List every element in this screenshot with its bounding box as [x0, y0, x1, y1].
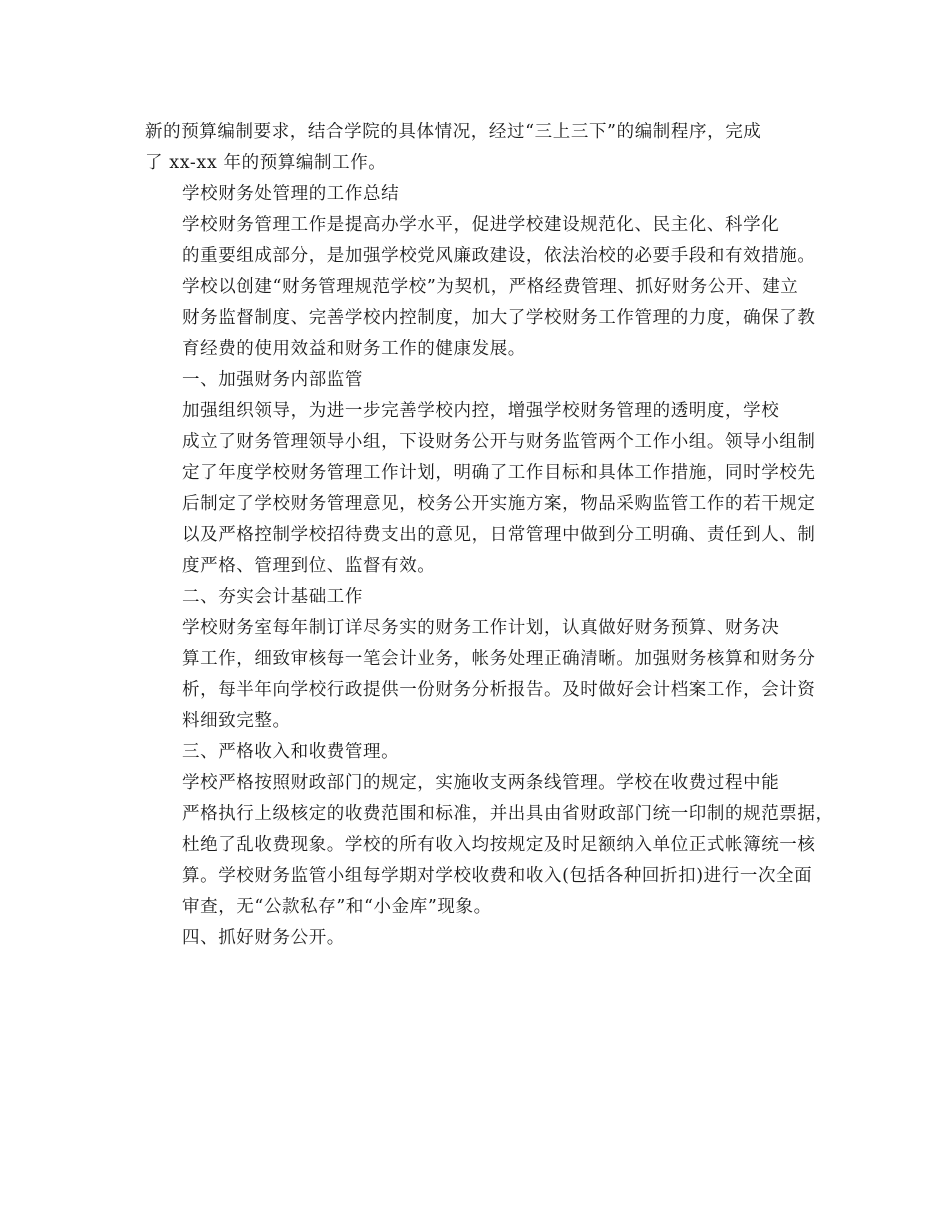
text-line: 育经费的使用效益和财务工作的健康发展。	[182, 339, 526, 359]
text-line: 新的预算编制要求，结合学院的具体情况，经过“三上三下”的编制程序，完成	[145, 122, 762, 142]
text-line: 学校以创建“财务管理规范学校”为契机，严格经费管理、抓好财务公开、建立	[182, 277, 799, 297]
paragraph-overview	[145, 210, 816, 365]
text-line: 料细致完整。	[182, 711, 291, 731]
text-line: 了 xx-xx 年的预算编制工作。	[145, 153, 387, 173]
paragraph-budget-intro	[145, 117, 805, 179]
paragraph-section-3	[145, 768, 834, 923]
text-line: 学校财务管理工作是提高办学水平，促进学校建设规范化、民主化、科学化	[182, 215, 780, 235]
text-line: 成立了财务管理领导小组，下设财务公开与财务监管两个工作小组。领导小组制	[182, 432, 816, 452]
heading-section-2	[145, 582, 805, 613]
text-line: 三、严格收入和收费管理。	[182, 742, 400, 762]
text-line: 严格执行上级核定的收费范围和标准，并出具由省财政部门统一印制的规范票据，	[182, 804, 834, 824]
heading-section-3	[145, 737, 805, 768]
text-line: 算。学校财务监管小组每学期对学校收费和收入(包括各种回折扣)进行一次全面	[182, 866, 813, 886]
text-line: 后制定了学校财务管理意见，校务公开实施方案，物品采购监管工作的若干规定	[182, 494, 816, 514]
paragraph-section-1	[145, 396, 816, 582]
text-line: 学校财务室每年制订详尽务实的财务工作计划，认真做好财务预算、财务决	[182, 618, 780, 638]
text-line: 学校严格按照财政部门的规定，实施收支两条线管理。学校在收费过程中能	[182, 773, 780, 793]
text-line: 加强组织领导，为进一步完善学校内控，增强学校财务管理的透明度，学校	[182, 401, 780, 421]
text-line: 学校财务处管理的工作总结	[182, 184, 400, 204]
section-title-summary	[145, 179, 805, 210]
text-line: 度严格、管理到位、监督有效。	[182, 556, 436, 576]
text-line: 审查，无“公款私存”和“小金库”现象。	[182, 897, 492, 917]
text-line: 一、加强财务内部监管	[182, 370, 363, 390]
text-line: 定了年度学校财务管理工作计划，明确了工作目标和具体工作措施，同时学校先	[182, 463, 816, 483]
heading-section-1	[145, 365, 805, 396]
text-line: 四、抓好财务公开。	[182, 928, 345, 948]
text-line: 杜绝了乱收费现象。学校的所有收入均按规定及时足额纳入单位正式帐簿统一核	[182, 835, 816, 855]
paragraph-section-2	[145, 613, 816, 737]
text-line: 财务监督制度、完善学校内控制度，加大了学校财务工作管理的力度，确保了教	[182, 308, 816, 328]
heading-section-4	[145, 923, 805, 954]
text-line: 以及严格控制学校招待费支出的意见，日常管理中做到分工明确、责任到人、制	[182, 525, 816, 545]
text-line: 析，每半年向学校行政提供一份财务分析报告。及时做好会计档案工作，会计资	[182, 680, 816, 700]
document-page	[145, 117, 834, 954]
text-line: 算工作，细致审核每一笔会计业务，帐务处理正确清晰。加强财务核算和财务分	[182, 649, 816, 669]
text-line: 二、夯实会计基础工作	[182, 587, 363, 607]
text-line: 的重要组成部分，是加强学校党风廉政建设，依法治校的必要手段和有效措施。	[182, 246, 816, 266]
